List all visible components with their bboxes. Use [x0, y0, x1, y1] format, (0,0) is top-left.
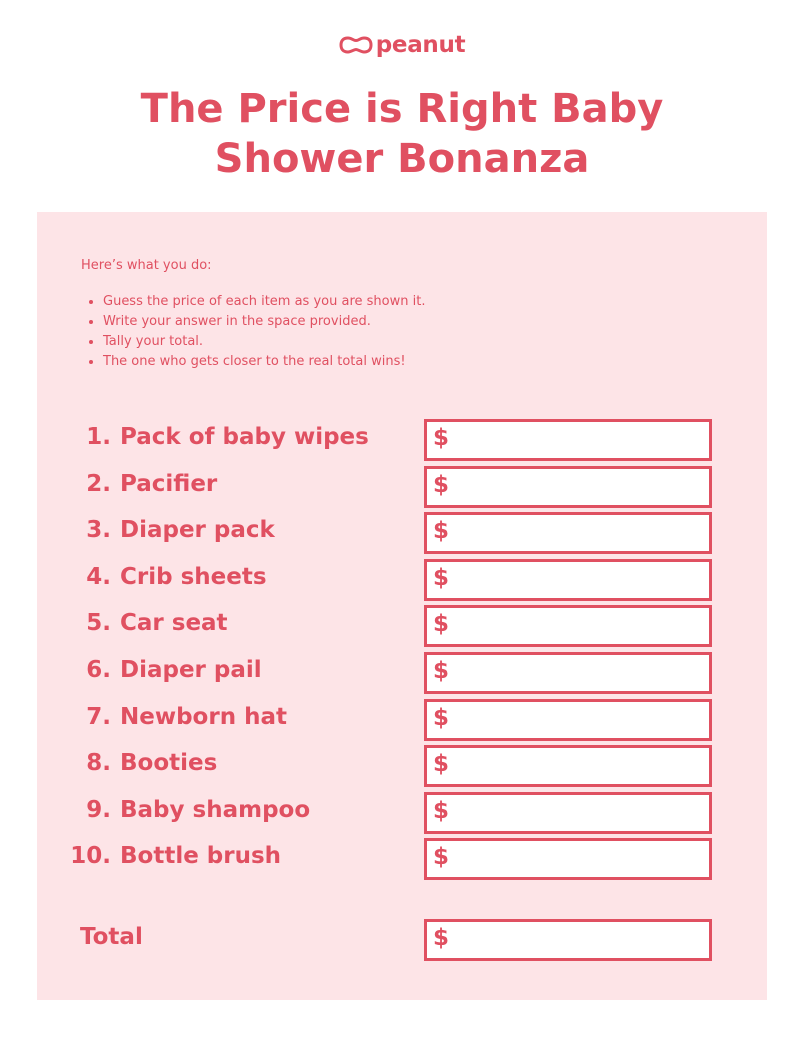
price-row-5 [37, 605, 767, 645]
item-label: Car seat [120, 610, 228, 637]
instruction-item: The one who gets closer to the real total wins! [87, 352, 425, 372]
price-row-6 [37, 652, 767, 692]
dollar-sign: $ [433, 518, 450, 545]
total-input[interactable] [424, 919, 712, 961]
item-label: Pacifier [120, 470, 218, 497]
dollar-sign: $ [433, 564, 450, 591]
instruction-item: Guess the price of each item as you are shown it. [87, 292, 425, 312]
dollar-sign: $ [433, 611, 450, 638]
price-input-9[interactable] [424, 792, 712, 834]
dollar-sign: $ [433, 658, 450, 684]
item-label: Pack of baby wipes [120, 424, 369, 450]
title-line-1: The Price is Right Baby [140, 86, 664, 132]
dollar-sign: $ [433, 844, 450, 871]
item-number: 8. [86, 750, 111, 777]
item-label: Crib sheets [120, 563, 267, 590]
instruction-item: Tally your total. [87, 332, 425, 352]
price-input-3[interactable] [424, 512, 712, 554]
item-number: 1. [86, 424, 111, 450]
instructions-list [87, 292, 425, 372]
dollar-sign: $ [433, 471, 450, 498]
price-row-7 [37, 699, 767, 739]
total-row [37, 919, 767, 959]
item-label: Baby shampoo [120, 796, 311, 823]
item-number: 10. [70, 843, 111, 870]
peanut-logo-icon [339, 34, 373, 56]
price-input-5[interactable] [424, 605, 712, 647]
logo-text: peanut [375, 32, 466, 58]
dollar-sign: $ [433, 751, 450, 778]
price-row-2 [37, 466, 767, 506]
peanut-logo [0, 32, 804, 58]
dollar-sign: $ [433, 797, 450, 824]
price-input-8[interactable] [424, 745, 712, 787]
price-input-7[interactable] [424, 699, 712, 741]
price-input-2[interactable] [424, 466, 712, 508]
item-number: 5. [86, 610, 111, 637]
price-row-9 [37, 792, 767, 832]
item-number: 7. [86, 703, 111, 730]
item-label: Newborn hat [120, 703, 287, 730]
instructions-intro: Here’s what you do: [81, 258, 212, 273]
title-line-2: Shower Bonanza [214, 136, 590, 182]
item-label: Bottle brush [120, 843, 282, 870]
page-title [0, 84, 804, 184]
item-number: 3. [86, 517, 111, 544]
price-input-10[interactable] [424, 838, 712, 880]
instruction-item: Write your answer in the space provided. [87, 312, 425, 332]
price-row-1 [37, 419, 767, 459]
item-label: Diaper pack [120, 517, 275, 544]
item-number: 2. [86, 470, 111, 497]
dollar-sign: $ [433, 925, 450, 951]
price-input-1[interactable] [424, 419, 712, 461]
game-sheet-panel [37, 212, 767, 1000]
dollar-sign: $ [433, 425, 450, 451]
item-number: 6. [86, 657, 111, 683]
price-row-3 [37, 512, 767, 552]
price-row-10 [37, 838, 767, 878]
total-label: Total [80, 924, 143, 950]
dollar-sign: $ [433, 704, 450, 731]
item-label: Diaper pail [120, 657, 262, 683]
price-input-4[interactable] [424, 559, 712, 601]
item-label: Booties [120, 750, 218, 777]
price-row-8 [37, 745, 767, 785]
price-input-6[interactable] [424, 652, 712, 694]
item-number: 9. [86, 796, 111, 823]
price-row-4 [37, 559, 767, 599]
item-number: 4. [86, 563, 111, 590]
